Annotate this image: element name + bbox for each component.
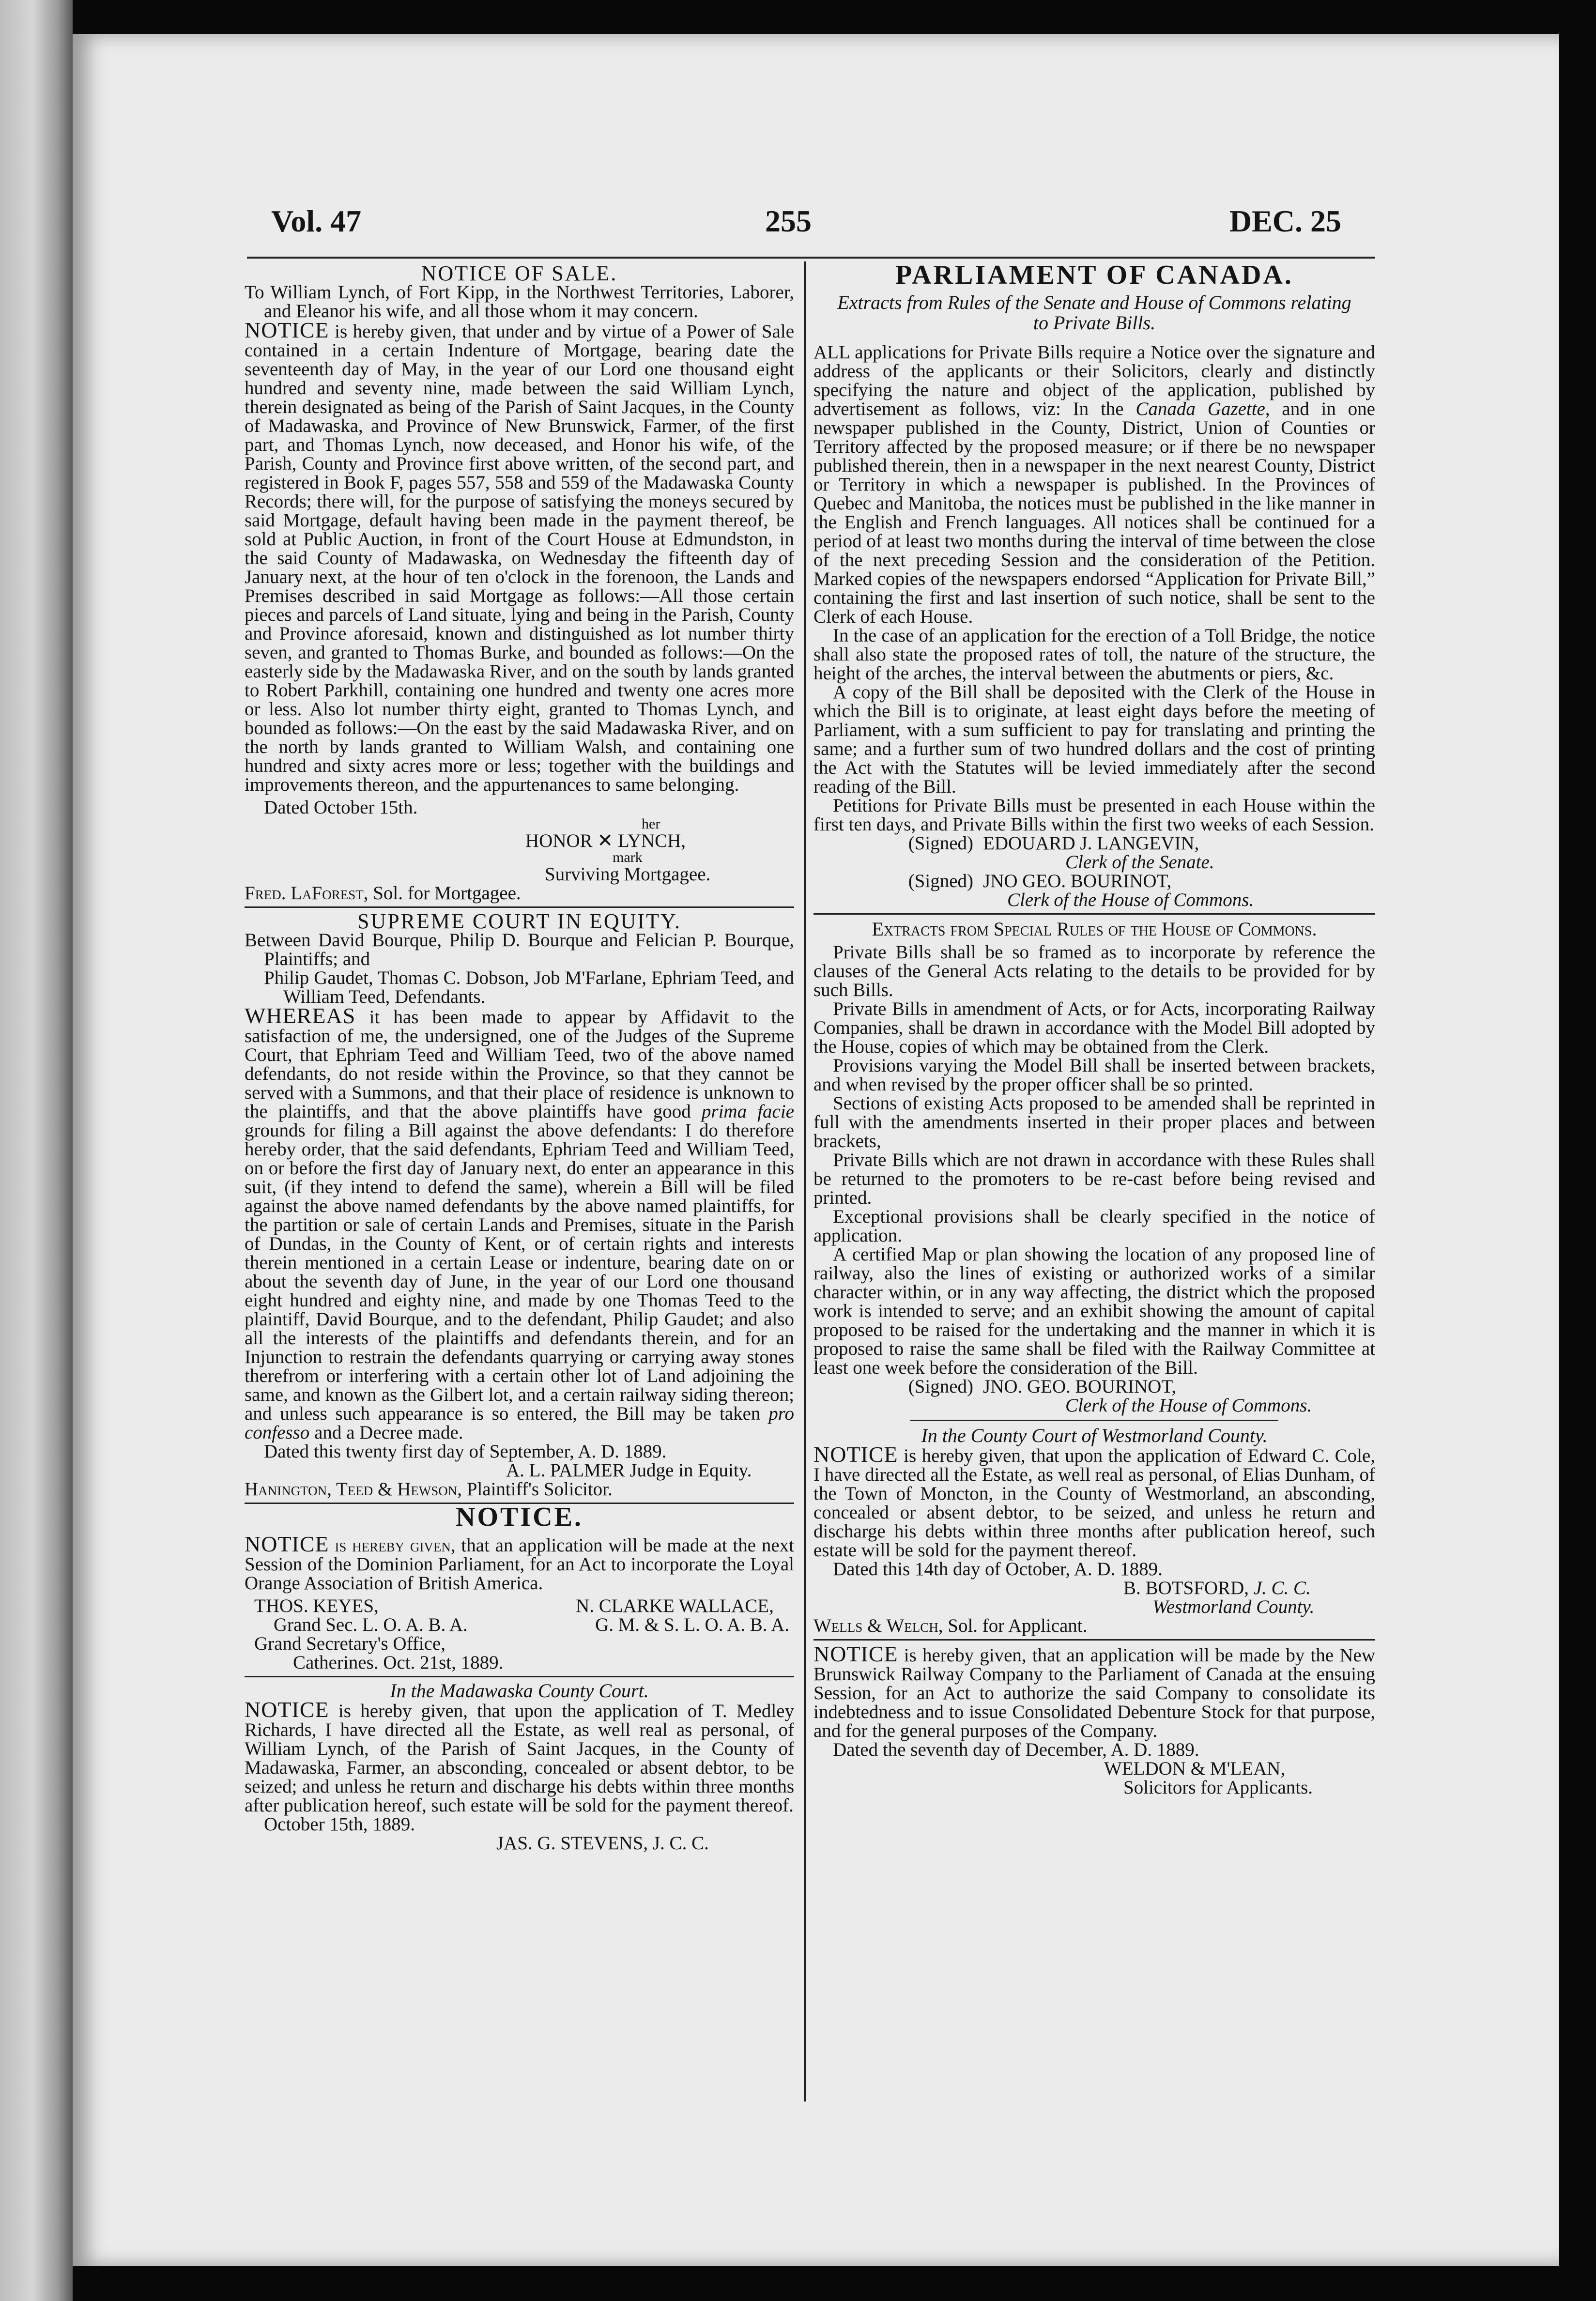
supreme-court-lead: WHEREAS (245, 1003, 356, 1028)
orange-office: Grand Secretary's Office, (254, 1633, 446, 1654)
notice-of-sale-title: NOTICE OF SALE. (421, 264, 618, 285)
orange-notice-title: NOTICE. (456, 1502, 583, 1532)
railway-role: Solicitors for Applicants. (1123, 1777, 1313, 1798)
header-rule (247, 257, 1375, 259)
signed-label: (Signed) (908, 833, 973, 854)
section-rule (245, 1676, 794, 1677)
supreme-court-dated: Dated this twenty first day of September, A. D. 1889. (264, 1441, 667, 1462)
book-spine (0, 0, 73, 2301)
section-rule (813, 1639, 1375, 1641)
supreme-court-italic-2: pro confesso (245, 1403, 794, 1443)
supreme-court-judge: A. L. PALMER Judge in Equity. (506, 1460, 752, 1481)
westmorland-court-notice (813, 1426, 1375, 1635)
signer-bourinot: JNO GEO. BOURINOT, (983, 871, 1172, 891)
orange-sig-right-role: G. M. & S. L. O. A. B. A. (595, 1614, 789, 1635)
supreme-court-defendants: Philip Gaudet, Thomas C. Dobson, Job M'Farlane, Ephriam Teed, and William Teed, Defendants. (264, 967, 794, 1007)
volume-label: Vol. 47 (271, 204, 362, 238)
mortgagee-solicitor-role: , Sol. for Mortgagee. (363, 883, 521, 904)
running-header (271, 203, 1341, 247)
notice-of-sale (245, 264, 794, 903)
parliament-para-1-italic: Canada Gazette (1136, 399, 1265, 419)
signed-label: (Signed) (908, 1376, 973, 1397)
signer-bourinot-role: Clerk of the House of Commons. (1007, 890, 1254, 910)
orange-association-notice (245, 1502, 794, 1673)
supreme-court-notice (245, 909, 794, 1500)
supreme-court-solicitor-names: Hanington, Teed & Hewson (245, 1479, 458, 1500)
orange-notice-lead: NOTICE (245, 1532, 329, 1556)
signer-langevin-role: Clerk of the Senate. (1065, 852, 1214, 873)
supreme-court-title: SUPREME COURT IN EQUITY. (357, 909, 682, 933)
signature-role: Surviving Mortgagee. (545, 864, 711, 885)
section-rule (910, 1420, 1278, 1421)
section-rule (813, 913, 1375, 915)
signed-label: (Signed) (908, 871, 973, 891)
signature-mark: mark (613, 849, 643, 865)
madawaska-title: In the Madawaska County Court. (390, 1680, 649, 1702)
parliament-para-3: A copy of the Bill shall be deposited with the Clerk of the House in which the Bill is to originate, at least eight days before the meeting of Parliament, with a sum sufficient to pay for translating and printing the same; and a further sum of two hundred dollars and the cost of printing the Act with the Statutes will be levied immediately after the second reading of the Bill. (813, 682, 1375, 797)
railway-dated: Dated the seventh day of December, A. D. 1889. (833, 1739, 1199, 1760)
madawaska-body: is hereby given, that upon the application of T. Medley Richards, I have directed all the Estate, as well real as personal, of William Lynch, of the Parish of Saint Jacques, in the County of Madawaska, Farmer, an absconding, concealed or absent debtor, to be seized; and unless he return and discharge his debts within three months after publication hereof, such estate will be sold for the payment thereof. (245, 1701, 794, 1816)
special-rules-para-4: Sections of existing Acts proposed to be amended shall be reprinted in full with the amendments inserted in their proper places and between brackets, (813, 1093, 1375, 1151)
parliament-para-1b: , and in one newspaper published in the County, District, Union of Counties or Territory affected by the proposed measure; or if there be no newspaper published therein, then in a newspaper in the next nearest County, District or Territory in which a newspaper is published. In the Provinces of Quebec and Manitoba, the notices must be published in the like manner in the English and French languages. All notices shall be continued for a period of at least two months during the interval of time between the close of the next preceding Session and the consideration of the Petition. Marked copies of the newspapers endorsed “Application for Private Bill,” containing the first and last insertion of such notice, shall be sent to the Clerk of each House. (813, 399, 1375, 627)
supreme-court-body-2: grounds for filing a Bill against the above defendants: I do therefore hereby order, that the said defendants, Ephriam Teed and William Teed, on or before the first day of January next, do enter an appearance in this suit, (if they intend to defend the same), wherein a Bill will be filed against the above named defendants by the above named plaintiffs, for the partition or sale of certain Lands and Premises, situate in the Parish of Dundas, in the County of Kent, or of certain rights and interests therein mentioned in a certain Lease or indenture, bearing date on or about the seventh day of June, in the year of our Lord one thousand eight hundred and eighty nine, and made by one Thomas Teed to the plaintiff, David Bourque, and to the defendant, Philip Gaudet; and also all the interests of the plaintiffs and defendants therein, and for an Injunction to restrain the defendants quarrying or carrying away stones therefrom or interfering with a certain other lot of Land adjoining the same, and known as the Gilbert lot, and a certain railway siding thereon; and unless such appearance is so entered, the Bill may be taken (245, 1120, 794, 1424)
special-rules-signer-role: Clerk of the House of Commons. (1065, 1395, 1312, 1416)
madawaska-dated: October 15th, 1889. (264, 1814, 415, 1835)
signature-name: HONOR ✕ LYNCH, (525, 830, 686, 851)
parliament-of-canada (813, 266, 1375, 909)
railway-firm: WELDON & M'LEAN, (1104, 1758, 1286, 1779)
special-rules (813, 919, 1375, 1415)
supreme-court-solicitor-role: , Plaintiff's Solicitor. (457, 1479, 613, 1500)
special-rules-para-1: Private Bills shall be so framed as to incorporate by reference the clauses of the General Acts relating to the details to be provided for by such Bills. (813, 942, 1375, 1000)
page-number: 255 (765, 204, 812, 238)
special-rules-para-3: Provisions varying the Model Bill shall be inserted between brackets, and when revised by the proper officer shall be so printed. (813, 1055, 1375, 1095)
column-divider (804, 261, 806, 2102)
signer-langevin: EDOUARD J. LANGEVIN, (983, 833, 1199, 854)
orange-notice-lead-sc: is hereby given, (329, 1535, 456, 1556)
westmorland-solicitor-role: , Sol. for Applicant. (938, 1615, 1088, 1636)
parliament-para-4: Petitions for Private Bills must be presented in each House within the first ten days, and Private Bills within the first two weeks of each Session. (813, 795, 1375, 835)
notice-of-sale-body: is hereby given, that under and by virtue of a Power of Sale contained in a certain Indenture of Mortgage, bearing date the seventeenth day of May, in the year of our Lord one thousand eight hundred and seventy nine, made between the said William Lynch, therein designated as being of the Parish of Saint Jacques, in the County of Madawaska, and Province of New Brunswick, Farmer, of the first part, and Thomas Lynch, now deceased, and Honor his wife, of the Parish, County and Province first above written, of the second part, and registered in Book F, pages 557, 558 and 559 of the Madawaska County Records; there will, for the purpose of satisfying the moneys secured by said Mortgage, default having been made in the payment thereof, be sold at Public Auction, in front of the Court House at Edmundston, in the said County of Madawaska, on Wednesday the fifteenth day of January next, at the hour of ten o'clock in the forenoon, the Lands and Premises described in said Mortgage as follows:—All those certain pieces and parcels of Land situate, lying and being in the Parish, County and Province aforesaid, known and distinguished as lot number thirty seven, and granted to Thomas Burke, and bounded as follows:—On the easterly side by the Madawaska River, and on the south by lands granted to Robert Parkhill, containing one hundred and twenty one acres more or less. Also lot number thirty eight, granted to Thomas Lynch, and bounded as follows:—On the east by the said Madawaska River, and on the north by lands granted to William Walsh, and containing one hundred and sixty acres more or less; together with the buildings and improvements thereon, and the appurtenances to same belonging. (245, 321, 794, 795)
westmorland-title: In the County Court of Westmorland County. (921, 1425, 1268, 1446)
westmorland-lead: NOTICE (813, 1442, 898, 1467)
orange-sig-left-role: Grand Sec. L. O. A. B. A. (274, 1614, 468, 1635)
special-rules-signer: JNO. GEO. BOURINOT, (983, 1376, 1177, 1397)
westmorland-solicitor-names: Wells & Welch (813, 1615, 938, 1636)
orange-sig-left-name: THOS. KEYES, (254, 1595, 379, 1616)
special-rules-para-6: Exceptional provisions shall be clearly specified in the notice of application. (813, 1206, 1375, 1246)
orange-office-date: Catherines. Oct. 21st, 1889. (293, 1652, 504, 1673)
issue-date: DEC. 25 (1229, 204, 1341, 238)
westmorland-dated: Dated this 14th day of October, A. D. 1889. (833, 1559, 1163, 1580)
parliament-title: PARLIAMENT OF CANADA. (895, 264, 1293, 290)
supreme-court-body-1: it has been made to appear by Affidavit to the satisfaction of me, the undersigned, one of the Judges of the Supreme Court, that Ephriam Teed and William Teed, two of the above named defendants, do not reside within the Province, so that they cannot be served with a Summons, and that their place of residence is unknown to the plaintiffs, and that the above plaintiffs have good (245, 1007, 794, 1122)
orange-sig-right-name: N. CLARKE WALLACE, (576, 1595, 774, 1616)
notice-of-sale-dated: Dated October 15th. (264, 797, 418, 818)
notice-of-sale-lead: NOTICE (245, 318, 329, 342)
westmorland-judge: B. BOTSFORD, (1123, 1578, 1254, 1598)
notice-of-sale-address: To William Lynch, of Fort Kipp, in the Northwest Territories, Laborer, and Eleanor his wife, and all those whom it may concern. (245, 282, 794, 322)
railway-notice (813, 1641, 1375, 1798)
special-rules-para-7: A certified Map or plan showing the location of any proposed line of railway, also the lines of existing or authorized works of a similar character within, or in any way affecting, the district which the proposed work is intended to serve; and an exhibit showing the amount of capital proposed to be raised for the undertaking and the manner in which it is proposed to raise the same shall be filed with the Railway Committee at least one week before the consideration of the Bill. (813, 1244, 1375, 1378)
supreme-court-italic-1: prima facie (701, 1101, 794, 1122)
westmorland-county: Westmorland County. (1152, 1596, 1315, 1617)
special-rules-para-2: Private Bills in amendment of Acts, or for Acts, incorporating Railway Companies, shall be drawn in accordance with the Model Bill adopted by the House, copies of which may be obtained from the Clerk. (813, 998, 1375, 1057)
left-column (245, 264, 794, 2104)
orange-notice-body: that an application will be made at the next Session of the Dominion Parliament, for an Act to incorporate the Loyal Orange Association of British America. (245, 1535, 794, 1594)
parliament-para-1a: ALL applications for Private Bills require a Notice over the signature and address of the applicants or their Solicitors, clearly and distinctly specifying the nature and object of the application, published by advertisement as follows, viz: In the (813, 342, 1375, 419)
right-column (813, 264, 1375, 2104)
special-rules-para-5: Private Bills which are not drawn in accordance with these Rules shall be returned to the promoters to be re-cast before being revised and printed. (813, 1150, 1375, 1208)
madawaska-court-notice (245, 1681, 794, 1853)
parliament-subtitle: Extracts from Rules of the Senate and House of Commons relating to Private Bills. (837, 291, 1351, 334)
mortgagee-solicitor-name: Fred. LaForest (245, 883, 364, 904)
railway-body: is hereby given, that an application will be made by the New Brunswick Railway Company to the Parliament of Canada at the ensuing Session, for an Act to authorize the said Company to consolidate its indebtedness and to issue Consolidated Debenture Stock for that purpose, and for the general purposes of the Company. (813, 1645, 1375, 1741)
parliament-para-2: In the case of an application for the erection of a Toll Bridge, the notice shall also state the proposed rates of toll, the nature of the structure, the height of the arches, the interval between the abutments or piers, &c. (813, 625, 1375, 684)
westmorland-body: is hereby given, that upon the application of Edward C. Cole, I have directed all the Estate, as well real as personal, of Elias Dunham, of the Town of Moncton, in the County of Westmorland, an absconding, concealed or absent debtor, to be seized, and unless he return and discharge his debts within three months after publication hereof, such estate will be sold for the payment thereof. (813, 1445, 1375, 1561)
madawaska-judge: JAS. G. STEVENS, J. C. C. (496, 1833, 709, 1854)
section-rule (245, 906, 794, 908)
madawaska-lead: NOTICE (245, 1697, 329, 1722)
signature-her: her (642, 816, 660, 832)
supreme-court-plaintiffs: Between David Bourque, Philip D. Bourque and Felician P. Bourque, Plaintiffs; and (245, 930, 794, 969)
railway-lead: NOTICE (813, 1641, 898, 1666)
special-rules-title: Extracts from Special Rules of the House of Commons. (872, 918, 1317, 940)
supreme-court-body-3: and a Decree made. (309, 1422, 463, 1443)
westmorland-judge-title: J. C. C. (1253, 1578, 1311, 1598)
